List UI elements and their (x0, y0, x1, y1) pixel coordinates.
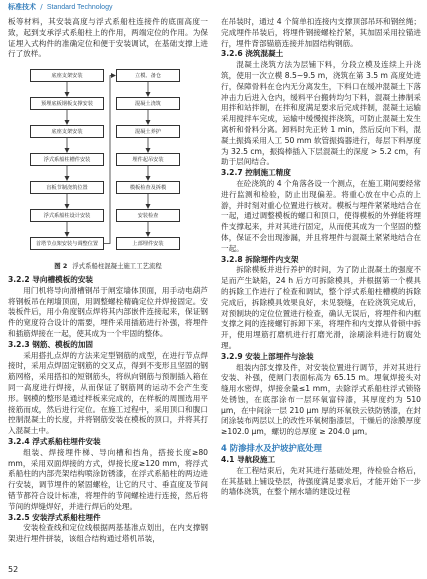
flow-step-box: 盲板节制浇筑位置 (30, 181, 104, 194)
subsection-heading: 4.1 导航段施工 (221, 455, 276, 465)
flow-step-box: 混凝土浇筑 (116, 97, 180, 110)
flow-step-box: 立模、备仓 (116, 69, 180, 82)
flow-connector-arrow (104, 76, 115, 244)
section-title-en: Standard Technology (46, 4, 113, 11)
section-heading: 3.2.5 安装浮式系船柱埋件 (8, 512, 101, 522)
left-column-intro (8, 17, 208, 61)
section-heading: 3.2.9 安装上部埋件与涂装 (221, 351, 314, 361)
section-heading: 3.2.2 导向槽模板的安装 (8, 275, 94, 284)
figure-caption-text: 浮式系船柱混凝土施工工艺流程 (72, 262, 162, 270)
flow-step-box: 安装检查 (116, 209, 180, 222)
flow-step-box: 浮式系船柱槽件安装 (30, 153, 104, 166)
figure-caption-label: 图 2 (54, 262, 68, 270)
section-paragraph: 在工程结束后，先对其进行基础处理，待检验合格后，在其基础上铺设垫层，待强度满足要求后，才能开始下一步的墙体浇筑，在整个闸水墙的建设过程 (221, 465, 421, 497)
section-heading: 3.2.6 浇筑混凝土 (221, 49, 284, 59)
section-paragraph: 在砼浇筑的 4 个角落各设一个测点，在施工期间要经常进行监测和检验，防止出现偏差。将重心放在中心点的上游，并时刻对重心位置进行核对。模板与埋件紧紧地结合在一起，通过调整模板的螺口和顶口，使得模板的外弹能将埋件支撑起来，并对其进行固定，从而使其成为一个坚固的整体，保证不会出现渗漏，并且将埋件与混凝土紧紧地结合在一起。 (221, 178, 421, 253)
left-column-body (8, 275, 208, 557)
section-paragraph: 拆除模板并进行养护的时间，为了防止混凝土的强度不足而产生缺陷，24 h 后方可拆除模具，并根据第一个模具的拆除工作进行了检查和调试，整个浮式系船柱槽模的拆除完成后，拆除模具效果良好，未见裂缝，在砼浇筑完成后，对预制块的定位位置进行检查，确认无误后，将埋件和内框支撑之间的连接螺钉拆卸下来，将埋件和内支撑从骨锁中拆开，使用埋筋打磨机进行打磨光滑，涂刷涂料进行防腐处理。 (221, 265, 421, 350)
flow-step-box: 模板检查及拆模 (116, 181, 180, 194)
page-number: 52 (8, 565, 19, 574)
section-paragraph: 用门机将导向滑槽钢吊于闸室墙体顶面，用手动电葫芦将钢板吊在闸墙顶面，用调整螺栓精确定位并焊接固定。安装板件后，用小角度钢点焊将其内部嵌件连接起来，保证钢件的宽度符合设计的需要，埋件采用插筋进行补强，将埋件和插筋焊接在一起，使其成为一个牢固的整体。 (8, 285, 208, 338)
section-heading: 3.2.8 拆除埋件内支架 (221, 254, 299, 264)
flow-step-box: 上部埋件安装 (116, 237, 180, 250)
flow-step-box: 底座支架安装 (30, 69, 104, 82)
section-paragraph: 采用搭扎点焊的方法来定型钢筋的成型，在进行节点焊接时，采用点焊固定钢筋的交叉点，得到不变形且坚固的钢筋网格，采用搭扣的短钢筋头，将纵向钢筋与预制插入箱在同一高度进行焊接，从而保证了钢筋网的运动不会产生变形。钢模的整形是通过样板来完成的，在样板的周围选用平接筋而成，然后进行定位。在施工过程中，采用顶口和腹口控制混凝土的长度，并将钢筋安装在模板的顶口，并将其打入混凝土中。 (8, 350, 208, 436)
flow-step-box: 混凝土养护 (116, 125, 180, 138)
section-heading: 3.2.3 钢筋、模板的加固 (8, 339, 94, 349)
section-paragraph: 混凝土浇筑方法为层铺下料，分段立模及连续上升浇筑，使用一次立模 8.5~9.5 m，浇筑在第 3.5 m 高度处进行，保障骨料在仓内无分离发生，下料口在缓冲混凝土下落冲击力后进入仓内，缓料平台搬转均匀下料，混凝土掺制采用拌和站拌制，在拌和度满足要求后完成拌制，混凝土运输采用搅拌车完成，运输中缓慢搅拌浇筑，可防止混凝土发生离析和骨料分离。卸料时先正转 1 min，然后反向下料，混凝土振捣采用人工 50 mm 软管振捣器进行，每层下料厚度为 32.5 cm，振捣棒插入下层混凝土的深度 > 5.2 cm，有助于层间结合。 (221, 60, 421, 167)
figure-caption (8, 262, 208, 271)
flow-step-box: 预埋底板钢板支撑安装 (30, 97, 104, 110)
section-paragraph: 安装检查线和定位线根据两基基准点划出，在内支撑钢架进行埋件拼装，该组合结构通过塔机吊装， (8, 523, 208, 544)
section-heading: 3.2.4 浮式系船柱埋件安装 (8, 436, 101, 446)
flow-step-box: 底座支架安装 (30, 125, 104, 138)
chapter-heading: 4 防渗排水及护坡护底处理 (221, 443, 322, 454)
section-heading: 3.2.7 控制施工精度 (221, 168, 291, 178)
flow-step-box: 埋件起吊安装 (116, 153, 180, 166)
continued-paragraph: 在吊装时，通过 4 个简单扣连接内支撑顶部吊环和钢丝绳；完成埋件吊装后，将埋件钢接螺栓拧紧，其加固采用拉锚进行，埋件背部锚筋连接并加固结构钢筋。 (221, 17, 421, 48)
journal-section-header (8, 2, 112, 13)
flowchart-figure (8, 63, 208, 260)
section-paragraph: 组装内部支撑及件，对安装位置进行调节，并对其进行安装、补强，使闸门表面标高为 65.15 m。埋氧焊接头对缝用水密焊，焊接余量≤1 mm，去除浮式系船柱浮式锁铬处锈蚀，在底部涂布一层环氧富锌漆，其厚度约为 510 μm，在中间涂一层 210 μm 厚的环氧铁云铁防锈漆，在封闭涂装布两层以上的改性环氧树脂漆层，干燥后的涂膜厚度 ≥102.0 μm，螺切的总厚度 ≥ 204.0 μm。 (221, 362, 421, 437)
flow-step-box: 浮式系船柱设计安装 (30, 209, 104, 222)
section-paragraph: 组装、焊接埋件梯、导向槽和挡角，搭接长度≥80 mm，采用双面焊接的方式，焊接长度≥120 mm，将浮式系船柱的内部壳架结构喷涂防锈漆，在浮式系船柱的两边进行安装，调节埋件的紧固螺栓，让它的尺寸、垂直度及节间错节都符合设计标准，将埋件的节间螺栓进行连接，然后将节间的焊缝焊好，并进行焊后的处理。 (8, 447, 208, 511)
flow-step-box: 首塔节点架安装与调整位置 (30, 237, 104, 250)
header-divider: / (40, 3, 43, 11)
right-column-body (221, 17, 421, 558)
section-title-cn: 标准技术 (8, 3, 36, 11)
continued-paragraph: 板等材料，其安装高度与浮式系船柱连接件的底面高度一致，起到支承浮式系船柱上的作用，两端定位的作用。为保证埋入式构件的准确定位和便于安装调试，在基础支撑上进行了放样。 (8, 17, 208, 59)
